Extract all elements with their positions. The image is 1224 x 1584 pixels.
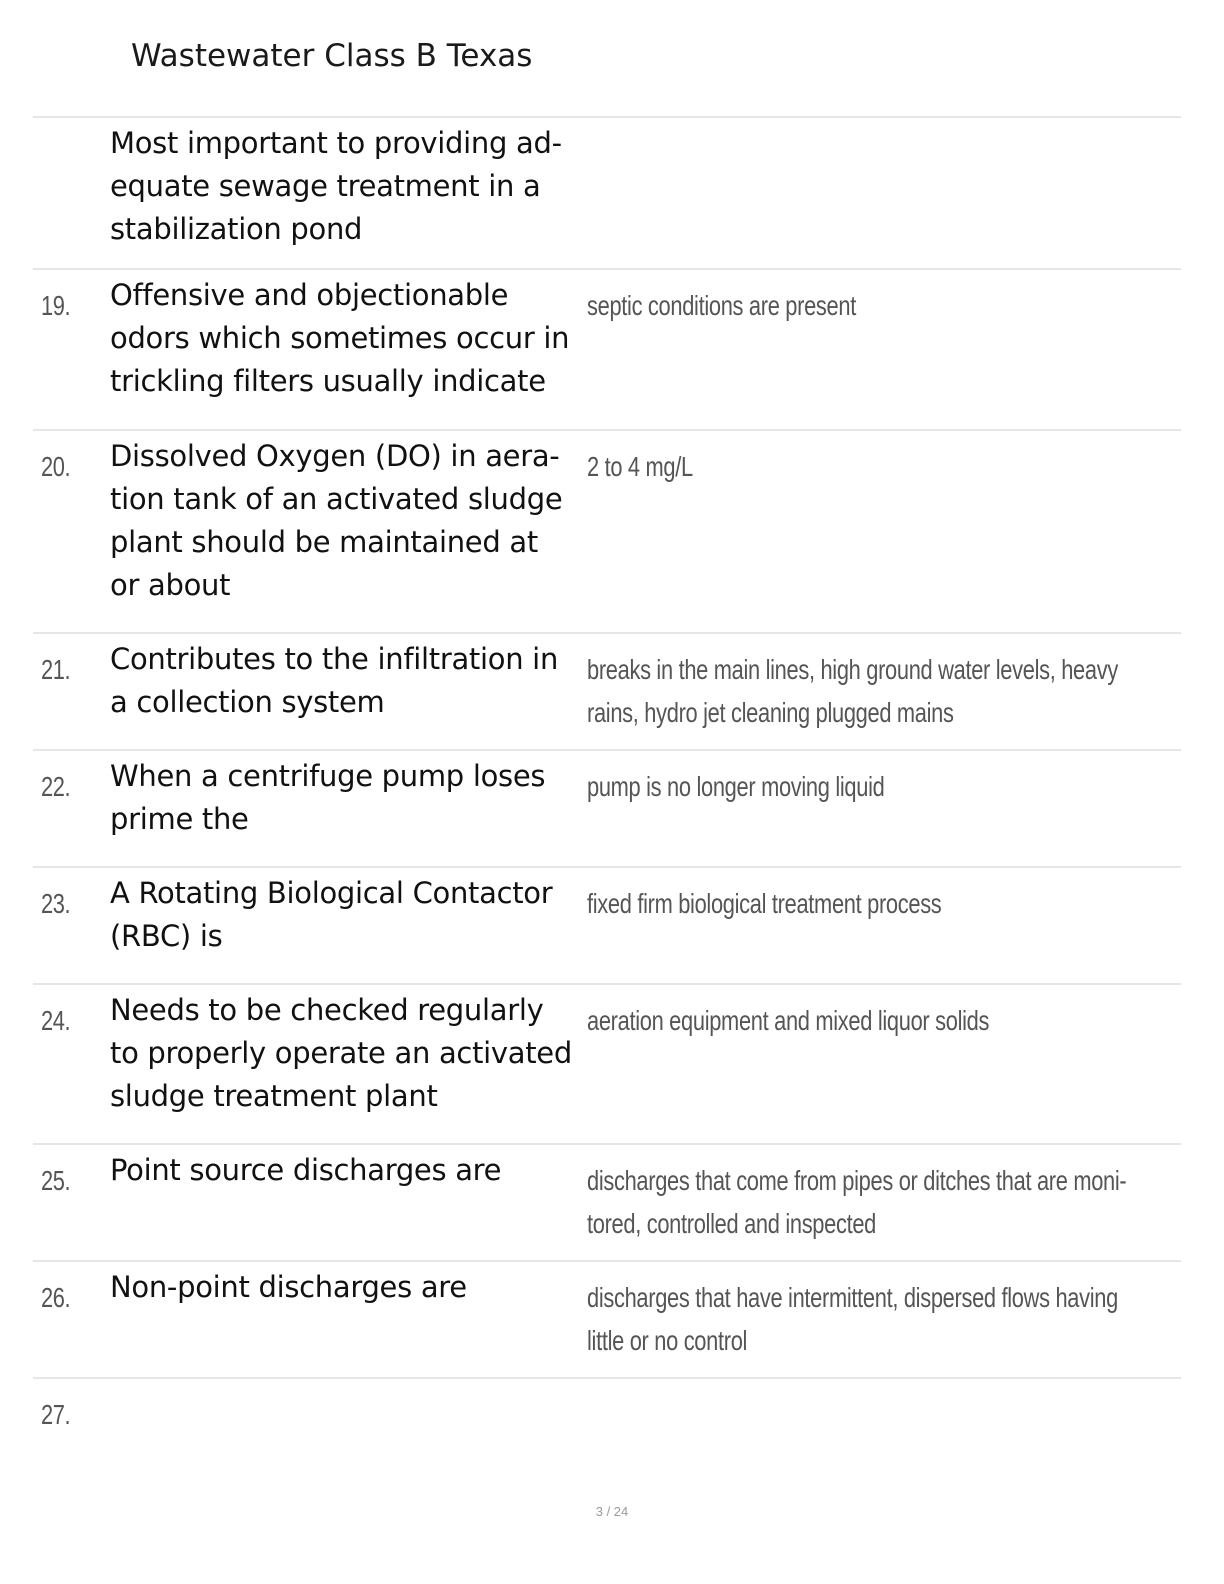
definition-line: pump is no longer moving liquid	[587, 771, 885, 802]
term-line: Point source discharges are	[110, 1153, 502, 1187]
definition-line: aeration equipment and mixed liquor solids	[587, 1005, 990, 1036]
term-line: When a centrifuge pump loses	[110, 759, 546, 793]
term-line: Dissolved Oxygen (DO) in aera-	[110, 439, 560, 473]
definition-line: discharges that have intermittent, dispersed flows having	[587, 1282, 1118, 1313]
term-line: sludge treatment plant	[110, 1079, 438, 1113]
flashcard-row	[33, 983, 1181, 1143]
flashcard-row	[33, 268, 1181, 429]
card-term	[110, 872, 588, 958]
term-line: a collection system	[110, 685, 385, 719]
definition-line: discharges that come from pipes or ditches that are moni-	[587, 1165, 1127, 1196]
term-line: (RBC) is	[110, 919, 223, 953]
card-number: 21.	[41, 654, 71, 685]
card-term	[110, 1149, 588, 1192]
card-number: 20.	[41, 451, 71, 482]
flashcard-row	[33, 1143, 1181, 1260]
term-line: prime the	[110, 802, 249, 836]
flashcard-row	[33, 1377, 1181, 1457]
card-term	[110, 435, 588, 607]
flashcard-list	[33, 116, 1181, 1457]
term-line: Needs to be checked regularly	[110, 993, 544, 1027]
card-definition	[587, 765, 1164, 808]
flashcard-row	[33, 749, 1181, 866]
term-line: equate sewage treatment in a	[110, 169, 541, 203]
card-number: 22.	[41, 771, 71, 802]
term-line: odors which sometimes occur in	[110, 321, 570, 355]
card-definition	[587, 1159, 1164, 1245]
card-term	[110, 755, 588, 841]
term-line: Offensive and objectionable	[110, 278, 509, 312]
card-number: 24.	[41, 1005, 71, 1036]
definition-line: tored, controlled and inspected	[587, 1208, 877, 1239]
card-number: 25.	[41, 1165, 71, 1196]
card-definition	[587, 1276, 1164, 1362]
term-line: Most important to providing ad-	[110, 126, 562, 160]
card-term	[110, 1266, 588, 1309]
card-definition	[587, 999, 1164, 1042]
term-line: to properly operate an activated	[110, 1036, 572, 1070]
card-number: 19.	[41, 290, 71, 321]
flashcard-row	[33, 866, 1181, 983]
document-title: Wastewater Class B Texas	[131, 38, 533, 74]
term-line: tion tank of an activated sludge	[110, 482, 563, 516]
definition-line: breaks in the main lines, high ground water levels, heavy	[587, 654, 1118, 685]
card-term	[110, 989, 588, 1118]
card-definition	[587, 648, 1164, 734]
term-line: Contributes to the infiltration in	[110, 642, 559, 676]
card-number: 23.	[41, 888, 71, 919]
definition-line: little or no control	[587, 1325, 748, 1356]
card-term	[110, 274, 588, 403]
card-definition	[587, 445, 1164, 488]
definition-line: rains, hydro jet cleaning plugged mains	[587, 697, 954, 728]
definition-line: fixed firm biological treatment process	[587, 888, 942, 919]
card-term	[110, 122, 588, 251]
flashcard-row	[33, 632, 1181, 749]
card-definition	[587, 284, 1164, 327]
definition-line: 2 to 4 mg/L	[587, 451, 693, 482]
definition-line: septic conditions are present	[587, 290, 856, 321]
term-line: Non-point discharges are	[110, 1270, 467, 1304]
card-term	[110, 638, 588, 724]
card-number: 26.	[41, 1282, 71, 1313]
term-line: A Rotating Biological Contactor	[110, 876, 553, 910]
page-indicator: 3 / 24	[595, 1504, 629, 1519]
card-definition	[587, 882, 1164, 925]
term-line: stabilization pond	[110, 212, 363, 246]
flashcard-row	[33, 1260, 1181, 1377]
term-line: plant should be maintained at	[110, 525, 538, 559]
card-number: 27.	[41, 1399, 71, 1430]
flashcard-row	[33, 429, 1181, 632]
term-line: trickling filters usually indicate	[110, 364, 546, 398]
flashcard-row	[33, 116, 1181, 268]
term-line: or about	[110, 568, 231, 602]
